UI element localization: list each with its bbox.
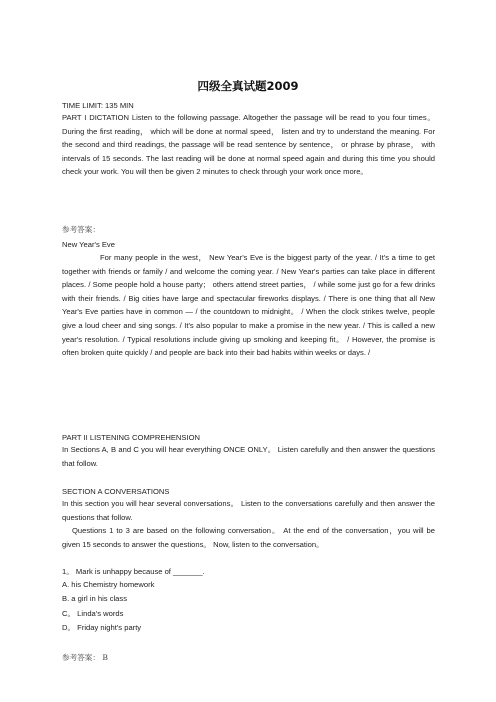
- option-a: A. his Chemistry homework: [62, 580, 155, 589]
- option-d: D。 Friday night's party: [62, 623, 142, 632]
- sectionA-question-instructions: Questions 1 to 3 are based on the following conversation。 At the end of the conversation，you will be given 15 seconds to answer the questions。 Now, listen to the conversation。: [62, 526, 435, 549]
- option-c: C。 Linda's words: [62, 609, 124, 618]
- page-title: 四级全真试题2009: [197, 79, 299, 93]
- dictation-passage: For many people in the west， New Year's Eve is the biggest party of the year. / It's a time to get together with friends or family / and welcome the coming year. / New Year's parties can take place in different places. / Some people hold a house party； others attend street parties， / while some just go for a few drinks with their friends. / Big cities have large and spectacular fireworks displays. / There is one thing that all New Year's Eve parties have in common — / the countdown to midnight。 / When the clock strikes twelve, people give a loud cheer and sing songs. / It's also popular to make a promise in the new year. / This is called a new year's resolution. / Typical resolutions include giving up smoking and keeping fit。 / However, the promise is often broken quite quickly / and people are back into their bad habits within weeks or days. /: [62, 253, 435, 358]
- answer-key: 参考答案： B: [62, 653, 108, 662]
- time-limit: TIME LIMIT: 135 MIN: [62, 101, 134, 110]
- option-b: B. a girl in his class: [62, 594, 127, 603]
- part1-instructions: PART I DICTATION Listen to the following passage. Altogether the passage will be read to you four times。 During the first reading， which will be done at normal speed， listen and try to understand the meaning. For the second and third readings, the passage will be read sentence by sentence， or phrase by phrase， with intervals of 15 seconds. The last reading will be done at normal speed again and during this time you should check your work. You will then be given 2 minutes to check through your work once more。: [62, 113, 435, 177]
- part2-heading: PART II LISTENING COMPREHENSION: [62, 433, 200, 442]
- part2-instructions: In Sections A, B and C you will hear everything ONCE ONLY。 Listen carefully and then answer the questions that follow.: [62, 445, 435, 468]
- sectionA-instructions: In this section you will hear several conversations。 Listen to the conversations carefully and then answer the questions that follow.: [62, 499, 435, 522]
- answer-label: 参考答案：: [62, 225, 100, 234]
- passage-title: New Year's Eve: [62, 240, 115, 249]
- question-1: 1。 Mark is unhappy because of _______.: [62, 567, 205, 576]
- sectionA-heading: SECTION A CONVERSATIONS: [62, 487, 170, 496]
